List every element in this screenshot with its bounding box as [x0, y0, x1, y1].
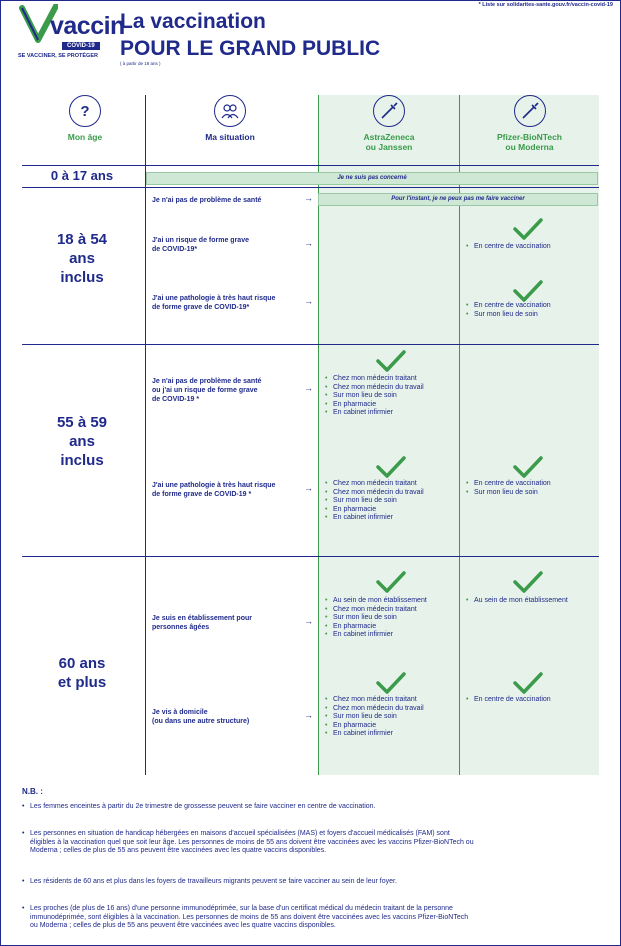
situation-at-home: Je vis à domicile (ou dans une autre structure)	[152, 709, 250, 725]
nb-item: • Les résidents de 60 ans et plus dans les foyers de travailleurs migrants peuvent se faire vacciner au sein de leur foyer.	[22, 878, 477, 887]
arrow-icon: →	[304, 296, 313, 306]
check-icon	[375, 349, 407, 373]
question-icon: ?	[69, 95, 101, 127]
row-divider	[22, 187, 599, 188]
header-age-label: Mon âge	[67, 132, 103, 142]
syringe-icon	[373, 95, 405, 127]
situation-no-problem-or-risk: Je n'ai pas de problème de santé ou j'ai un risque de forme grave de COVID-19 *	[152, 378, 262, 403]
check-icon	[512, 217, 544, 241]
page-title: La vaccination	[120, 10, 266, 33]
age-18-54: 18 à 54 ans inclus	[56, 231, 108, 286]
access-list: • En centre de vaccination • Sur mon lieu de soin	[466, 302, 596, 319]
header-vaccine2	[461, 95, 598, 152]
check-icon	[512, 570, 544, 594]
check-icon	[512, 455, 544, 479]
arrow-icon: →	[304, 483, 313, 493]
page-subtitle: ( à partir de 18 ans )	[120, 61, 161, 66]
access-list: • Au sein de mon établissement • Chez mon médecin traitant • Sur mon lieu de soin • En pharmacie • En cabinet infirmier	[325, 597, 455, 640]
nb-item: • Les proches (de plus de 16 ans) d'une personne immunodéprimée, sur la base d'un certificat médical du médecin traitant de la personne immunodéprimée, sont éligibles à la vaccination. Les personnes de moins de 55 ans doivent être vaccinées avec les vaccins Pfizer-BioNTech ou Moderna ; celles de plus de 55 ans peuvent être vaccinées avec les quatre vaccins disponibles.	[22, 905, 477, 931]
age-60-plus: 60 ans et plus	[57, 655, 107, 691]
age-0-17: 0 à 17 ans	[50, 168, 114, 183]
row-divider	[22, 556, 599, 557]
row-divider	[22, 344, 599, 345]
source-note: * Liste sur solidarites-sante.gouv.fr/vaccin-covid-19	[478, 2, 613, 8]
nb-item: • Les personnes en situation de handicap hébergées en maisons d'accueil spécialisées (MAS) et foyers d'accueil médicalisés (FAM) sont éligibles à la vaccination quel que soit leur âge. Les personnes de moins de 55 ans doivent être vaccinées avec les vaccins Pfizer-BioNTech ou Moderna ; celles de plus de 55 ans peuvent être vaccinées avec les quatre vaccins disponibles.	[22, 830, 477, 856]
access-list: • Chez mon médecin traitant • Chez mon médecin du travail • Sur mon lieu de soin • En pharmacie • En cabinet infirmier	[325, 375, 455, 418]
page-title-line2: POUR LE GRAND PUBLIC	[120, 37, 381, 60]
check-icon	[375, 570, 407, 594]
banner-cannot-vaccinate: Pour l'instant, je ne peux pas me faire vacciner	[318, 193, 598, 206]
arrow-icon: →	[304, 383, 313, 393]
column-divider	[145, 95, 146, 775]
row-divider	[22, 165, 599, 166]
nb-item: • Les femmes enceintes à partir du 2e trimestre de grossesse peuvent se faire vacciner en centre de vaccination.	[22, 803, 477, 812]
situation-very-high-risk: J'ai une pathologie à très haut risque de forme grave de COVID-19 *	[152, 482, 276, 498]
access-list: • Chez mon médecin traitant • Chez mon médecin du travail • Sur mon lieu de soin • En pharmacie • En cabinet infirmier	[325, 696, 455, 739]
arrow-icon: →	[304, 616, 313, 626]
header-vaccine2-line1: Pfizer-BioNTech	[496, 132, 563, 142]
nb-title: N.B. :	[22, 787, 43, 796]
check-icon	[512, 671, 544, 695]
access-list: • En centre de vaccination	[466, 243, 596, 252]
access-list: • Chez mon médecin traitant • Chez mon médecin du travail • Sur mon lieu de soin • En pharmacie • En cabinet infirmier	[325, 480, 455, 523]
logo-word: vaccin	[50, 12, 125, 40]
people-icon	[214, 95, 246, 127]
header-vaccine2-line2: ou Moderna	[505, 142, 554, 152]
situation-care-home: Je suis en établissement pour personnes âgées	[152, 615, 252, 631]
access-list: • En centre de vaccination • Sur mon lieu de soin	[466, 480, 596, 497]
situation-risk-severe: J'ai un risque de forme grave de COVID-19*	[152, 237, 249, 253]
arrow-icon: →	[304, 238, 313, 248]
situation-very-high-risk: J'ai une pathologie à très haut risque de forme grave de COVID-19*	[152, 295, 276, 311]
banner-not-concerned: Je ne suis pas concerné	[146, 172, 598, 185]
logo-tagline: SE VACCINER, SE PROTÉGER	[18, 53, 98, 59]
header-situation-label: Ma situation	[205, 132, 255, 142]
header-situation	[180, 95, 280, 142]
logo-badge: COVID-19	[62, 42, 100, 50]
check-icon	[375, 671, 407, 695]
arrow-icon: →	[304, 710, 313, 720]
access-list: • En centre de vaccination	[466, 696, 596, 705]
vaccin-logo	[16, 4, 125, 62]
header-vaccine1-line2: ou Janssen	[365, 142, 413, 152]
arrow-icon: →	[304, 193, 313, 203]
check-icon	[512, 279, 544, 303]
access-list: • Au sein de mon établissement	[466, 597, 576, 606]
header-age	[40, 95, 130, 142]
header-vaccine1	[320, 95, 458, 152]
situation-no-health-problem: Je n'ai pas de problème de santé	[152, 197, 262, 204]
age-55-59: 55 à 59 ans inclus	[56, 414, 108, 469]
header-vaccine1-line1: AstraZeneca	[363, 132, 415, 142]
syringe-icon	[514, 95, 546, 127]
check-icon	[375, 455, 407, 479]
